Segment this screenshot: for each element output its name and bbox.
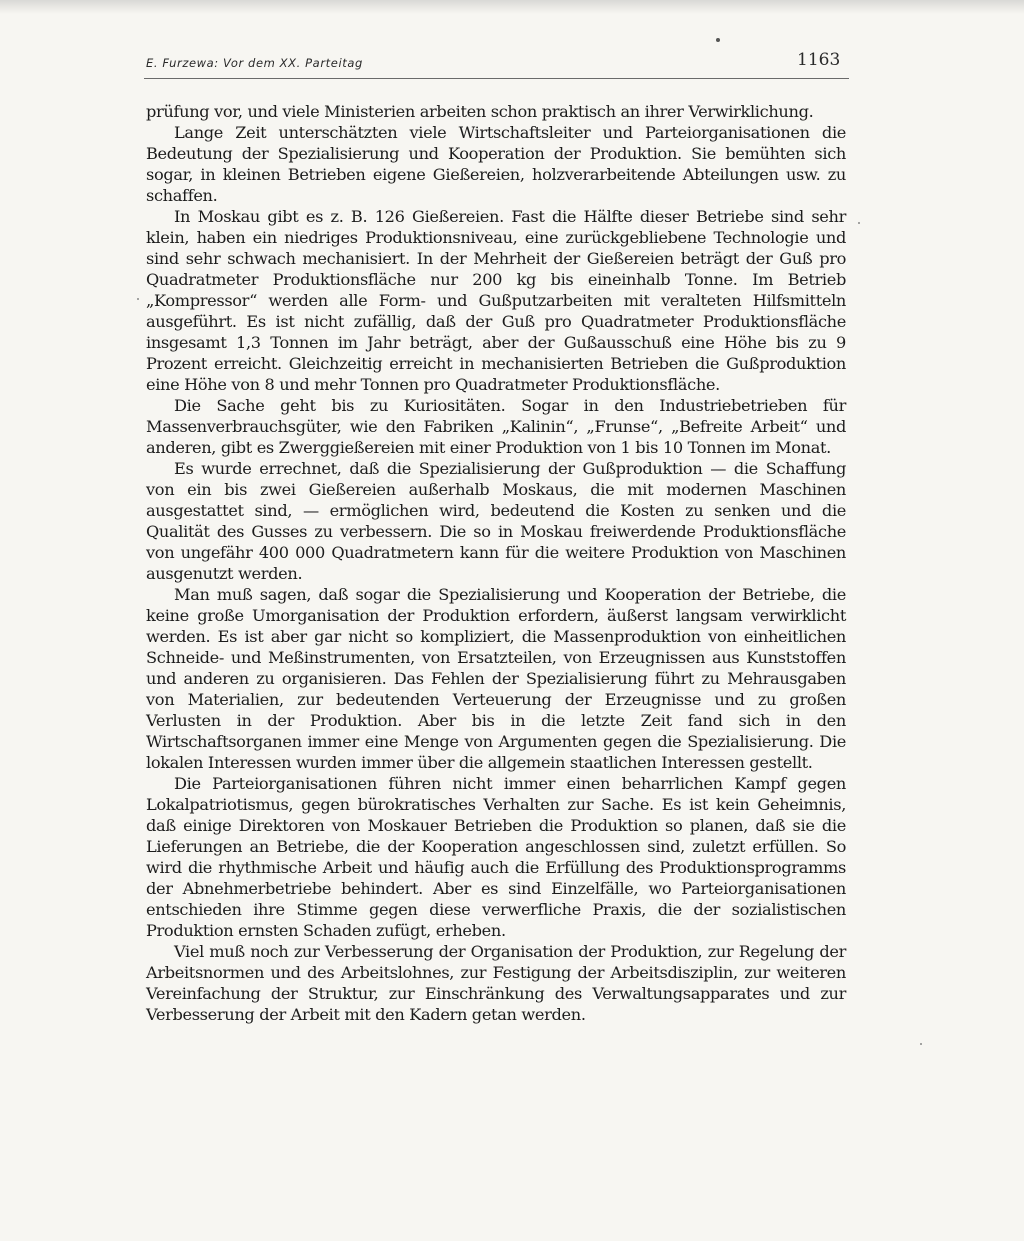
scan-speck [920,1043,922,1045]
paragraph: Viel muß noch zur Verbesserung der Organisation der Produktion, zur Regelung der Arbeitsnormen und des Arbeitslohnes, zur Festigung der Arbeitsdisziplin, zur weiteren Vereinfachung der Struktur, zur Einschränkung des Verwaltungsapparates und zur Verbesserung der Arbeit mit den Kadern getan werden. [146,942,846,1024]
paragraph: Die Sache geht bis zu Kuriositäten. Sogar in den Industriebetrieben für Massenverbrauchsgüter, wie den Fabriken „Kalinin“, „Frunse“, „Befreite Arbeit“ und anderen, gibt es Zwerggießereien mit einer Produktion von 1 bis 10 Tonnen im Monat. [146,396,846,457]
paragraph: Die Parteiorganisationen führen nicht immer einen beharrlichen Kampf gegen Lokalpatriotismus, gegen bürokratisches Verhalten zur Sache. Es ist kein Geheimnis, daß einige Direktoren von Moskauer Betrieben die Produktion so planen, daß sie die Lieferungen an Betriebe, die der Kooperation angeschlossen sind, zuletzt erfüllen. So wird die rhythmische Arbeit und häufig auch die Erfüllung des Produktionsprogramms der Abnehmerbetriebe behindert. Aber es sind Einzelfälle, wo Parteiorganisationen entschieden ihre Stimme gegen diese verwerfliche Praxis, die der sozialistischen Produktion ernsten Schaden zufügt, erheben. [146,774,846,940]
scan-edge [0,0,1024,14]
paragraph: prüfung vor, und viele Ministerien arbeiten schon praktisch an ihrer Verwirklichung. [146,102,814,121]
paragraph: Es wurde errechnet, daß die Spezialisierung der Gußproduktion — die Schaffung von ein bis zwei Gießereien außerhalb Moskaus, die mit modernen Maschinen ausgestattet sind, — ermöglichen wird, bedeutend die Kosten zu senken und die Qualität des Gusses zu verbessern. Die so in Moskau freiwerdende Produktionsfläche von ungefähr 400 000 Quadratmetern kann für die weitere Produktion von Maschinen ausgenutzt werden. [146,459,846,583]
paragraph: Lange Zeit unterschätzten viele Wirtschaftsleiter und Parteiorganisationen die Bedeutung der Spezialisierung und Kooperation der Produktion. Sie bemühten sich sogar, in kleinen Betrieben eigene Gießereien, holzverarbeitende Abteilungen usw. zu schaffen. [146,123,846,205]
running-head: E. Furzewa: Vor dem XX. Parteitag [146,56,363,70]
paragraph: Man muß sagen, daß sogar die Spezialisierung und Kooperation der Betriebe, die keine große Umorganisation der Produktion erfordern, äußerst langsam verwirklicht werden. Es ist aber gar nicht so kompliziert, die Massenproduktion von einheitlichen Schneide- und Meßinstrumenten, von Ersatzteilen, von Erzeugnissen aus Kunststoffen und anderen zu organisieren. Das Fehlen der Spezialisierung führt zu Mehrausgaben von Materialien, zur bedeutenden Verteuerung der Erzeugnisse und zu großen Verlusten in der Produktion. Aber bis in die letzte Zeit fand sich in den Wirtschaftsorganen immer eine Menge von Argumenten gegen die Spezialisierung. Die lokalen Interessen wurden immer über die allgemein staatlichen Interessen gestellt. [146,585,846,772]
scan-mark [716,38,720,42]
header-rule [144,78,849,79]
body-text [146,101,846,1025]
scan-speck [137,298,139,300]
page-number: 1163 [797,50,841,70]
paragraph: In Moskau gibt es z. B. 126 Gießereien. Fast die Hälfte dieser Betriebe sind sehr klein, haben ein niedriges Produktionsniveau, eine zurückgebliebene Technologie und sind sehr schwach mechanisiert. In der Mehrheit der Gießereien beträgt der Guß pro Quadratmeter Produktionsfläche nur 200 kg bis eineinhalb Tonne. Im Betrieb „Kompressor“ werden alle Form- und Gußputzarbeiten mit veralteten Hilfsmitteln ausgeführt. Es ist nicht zufällig, daß der Guß pro Quadratmeter Produktionsfläche insgesamt 1,3 Tonnen im Jahr beträgt, aber der Gußausschuß eine Höhe bis zu 9 Prozent erreicht. Gleichzeitig erreicht in mechanisierten Betrieben die Gußproduktion eine Höhe von 8 und mehr Tonnen pro Quadratmeter Produktionsfläche. [146,207,846,394]
scan-speck [858,222,860,224]
